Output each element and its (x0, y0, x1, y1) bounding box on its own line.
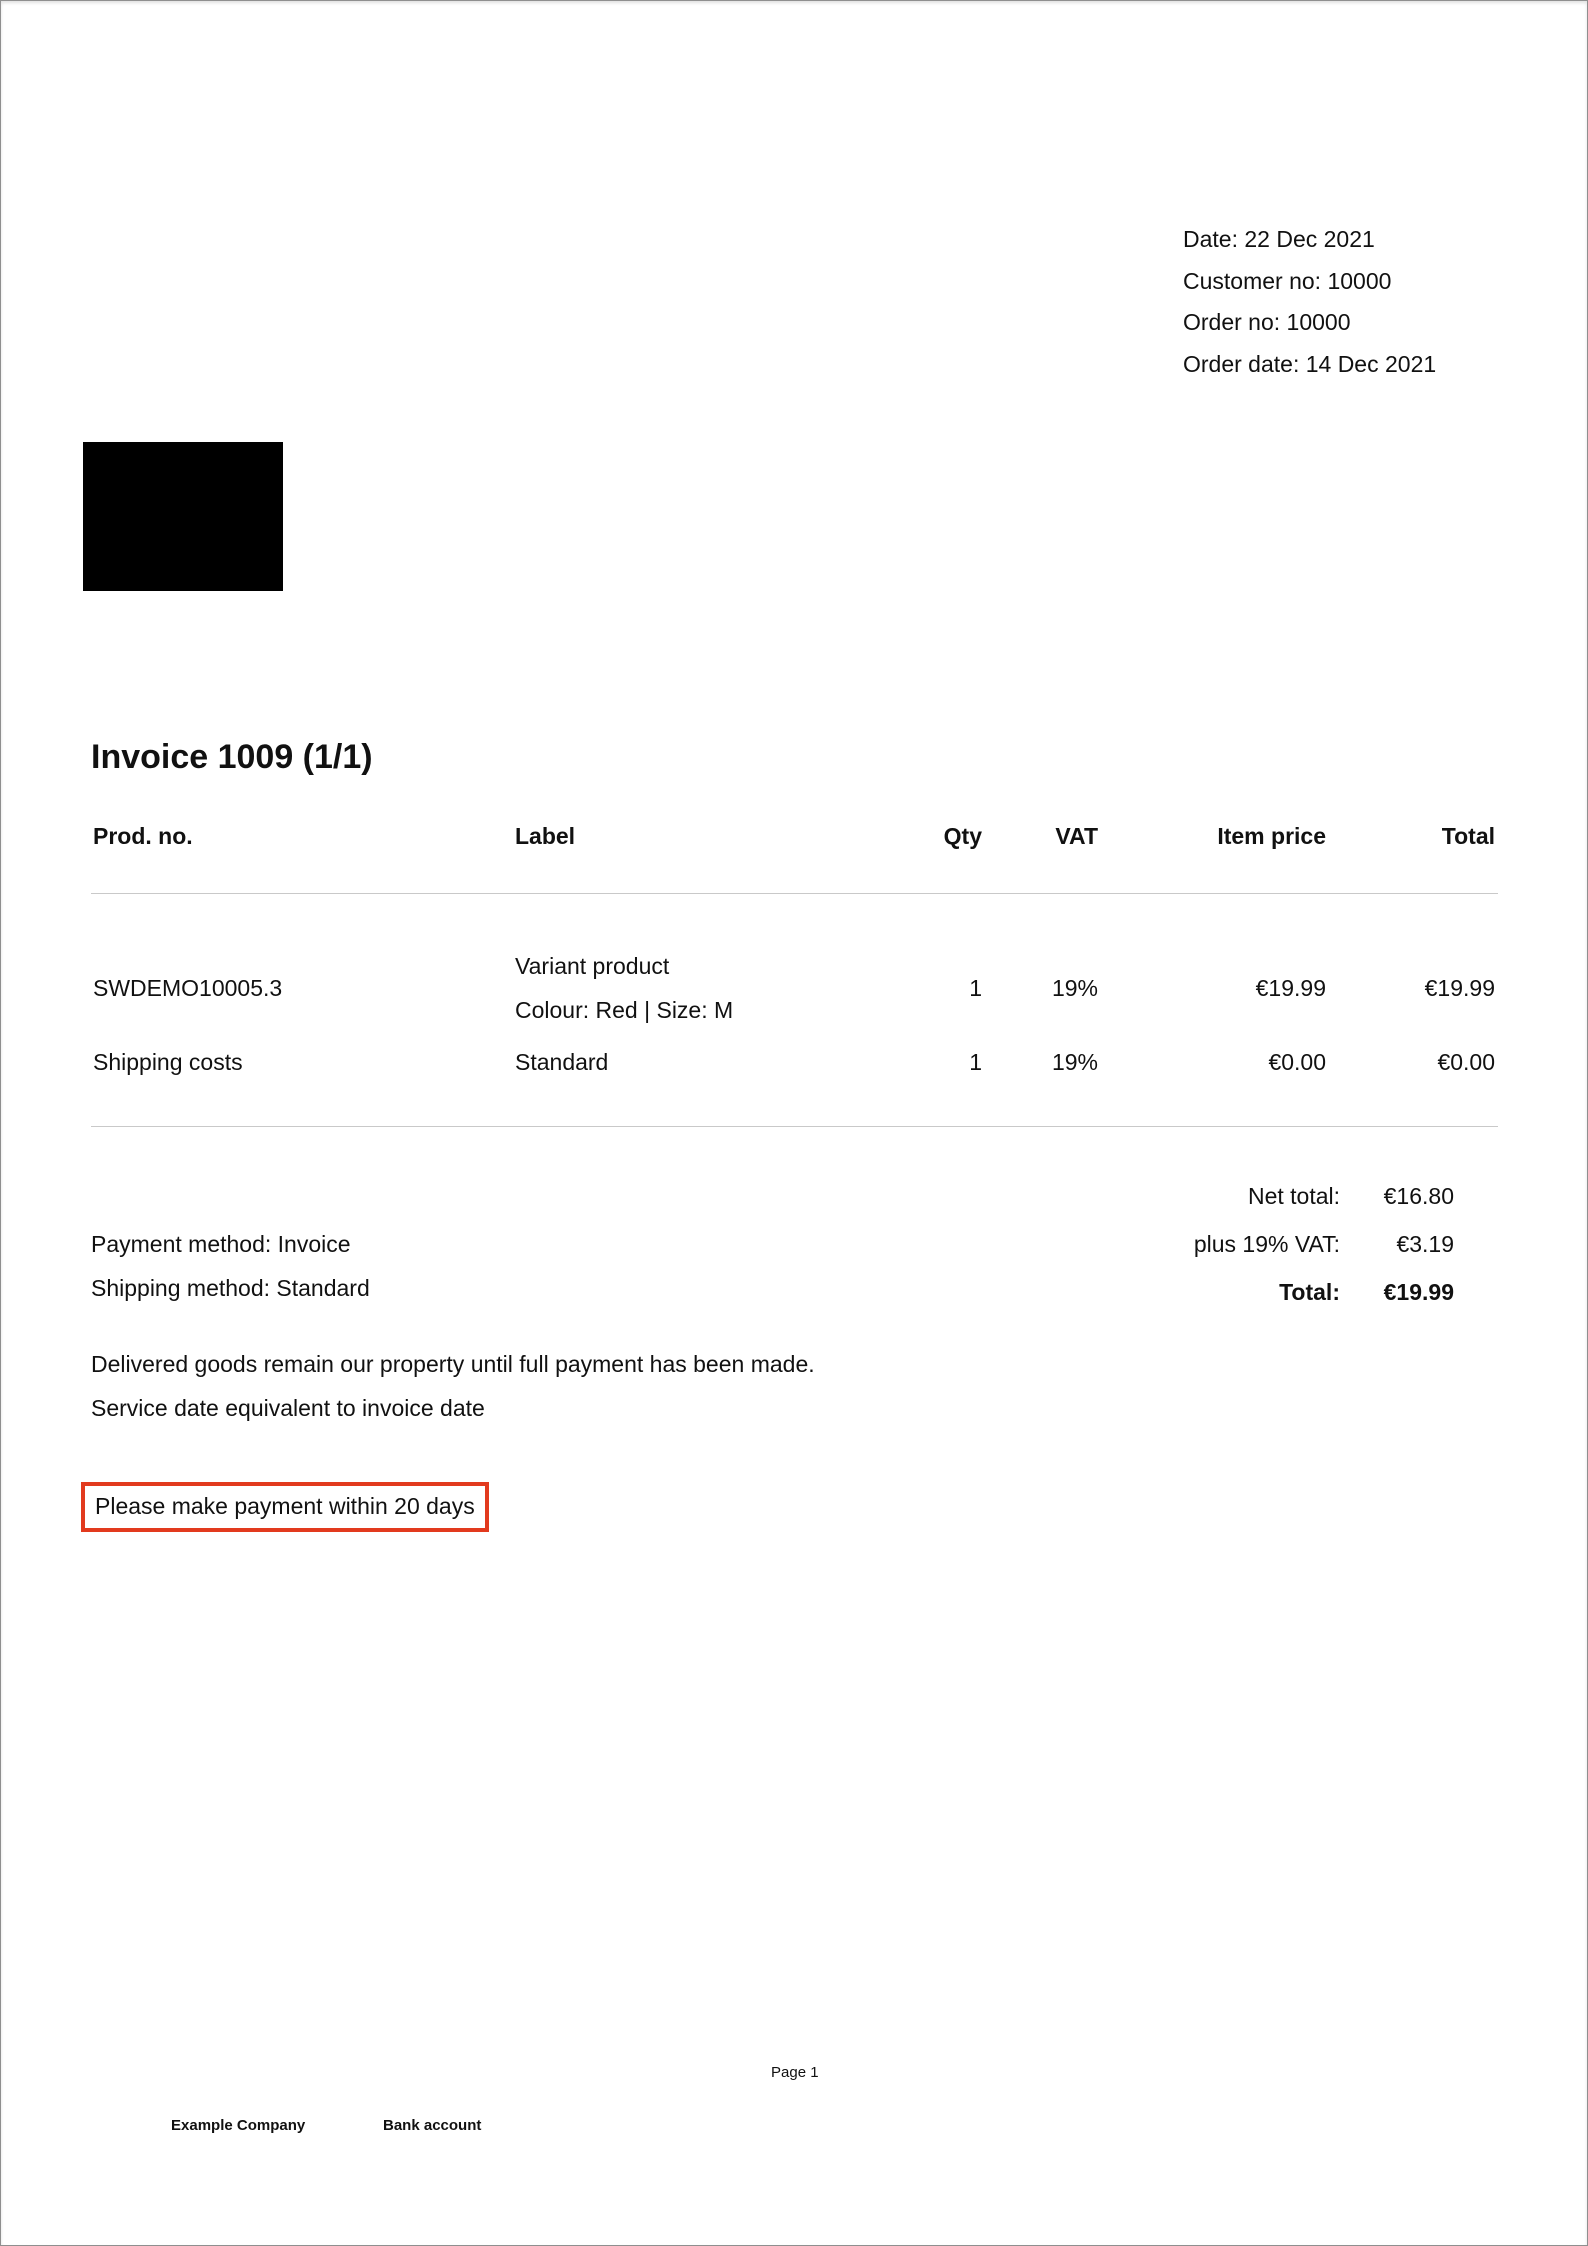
row-vat: 19% (1051, 975, 1098, 1001)
row-item-price: €0.00 (1268, 1049, 1326, 1075)
row-label: Variant product (515, 953, 670, 979)
net-total-label: Net total: (1247, 1183, 1340, 1209)
footer-company-name: Example Company (171, 2117, 306, 2134)
row-total: €19.99 (1424, 975, 1495, 1001)
order-date: Order date: 14 Dec 2021 (1183, 350, 1437, 377)
payment-terms-highlight (81, 1482, 489, 1532)
table-header-divider (91, 893, 1498, 894)
row-vat: 19% (1051, 1049, 1098, 1075)
header-qty: Qty (943, 823, 982, 849)
payment-terms: Please make payment within 20 days (95, 1493, 475, 1519)
invoice-date: Date: 22 Dec 2021 (1183, 226, 1375, 252)
header-vat: VAT (1055, 823, 1098, 849)
row-prod-no: Shipping costs (93, 1049, 243, 1075)
net-total-value: €16.80 (1383, 1183, 1454, 1209)
vat-value: €3.19 (1396, 1231, 1454, 1257)
header-label: Label (515, 823, 576, 849)
invoice-title: Invoice 1009 (1/1) (91, 738, 373, 776)
header-total: Total (1441, 823, 1495, 849)
company-logo (83, 442, 283, 591)
row-qty: 1 (969, 975, 982, 1001)
shipping-method: Shipping method: Standard (91, 1275, 370, 1301)
grand-total-value: €19.99 (1383, 1279, 1454, 1305)
table-footer-divider (91, 1126, 1498, 1127)
row-qty: 1 (969, 1049, 982, 1075)
page-number: Page 1 (771, 2064, 819, 2081)
grand-total-label: Total: (1279, 1279, 1340, 1305)
customer-number: Customer no: 10000 (1183, 267, 1392, 294)
invoice-meta (1183, 219, 1436, 385)
row-label: Standard (515, 1049, 609, 1075)
header-prod-no: Prod. no. (93, 823, 193, 849)
row-total: €0.00 (1437, 1049, 1495, 1075)
vat-label: plus 19% VAT: (1193, 1231, 1340, 1257)
row-sub-label: Colour: Red | Size: M (515, 997, 734, 1023)
property-notice: Delivered goods remain our property until full payment has been made. (91, 1351, 815, 1377)
row-prod-no: SWDEMO10005.3 (93, 975, 283, 1001)
payment-method: Payment method: Invoice (91, 1231, 351, 1257)
service-date-note: Service date equivalent to invoice date (91, 1395, 485, 1421)
header-item-price: Item price (1217, 823, 1326, 849)
order-number: Order no: 10000 (1183, 309, 1351, 335)
footer-bank-account: Bank account (383, 2117, 482, 2134)
row-item-price: €19.99 (1255, 975, 1326, 1001)
